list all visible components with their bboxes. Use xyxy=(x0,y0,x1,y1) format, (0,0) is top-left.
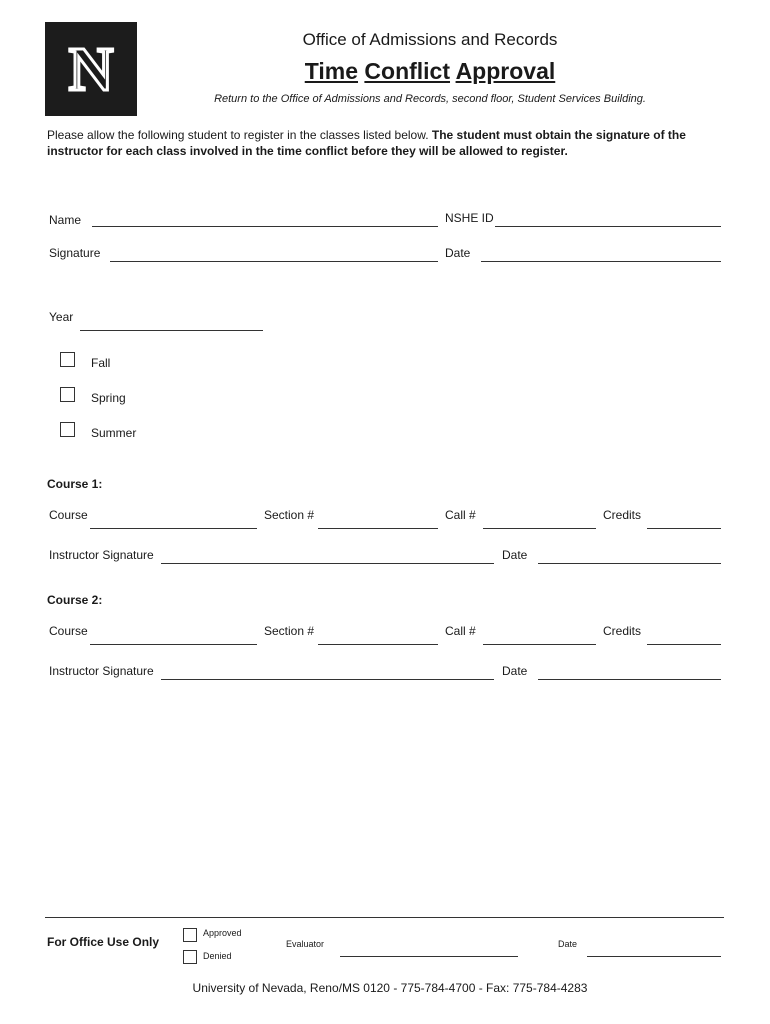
course-2-instructor-signature-field[interactable] xyxy=(161,679,494,680)
course-2-section-label: Section # xyxy=(264,624,315,638)
summer-checkbox[interactable] xyxy=(60,422,75,437)
course-1-section-field[interactable] xyxy=(318,528,438,529)
course-2-course-field[interactable] xyxy=(90,644,257,645)
course-2-instructor-label: Instructor Signature xyxy=(49,664,154,678)
course-2-date-field[interactable] xyxy=(538,679,721,680)
course-1-credits-label: Credits xyxy=(603,508,642,522)
signature-label: Signature xyxy=(49,246,101,260)
course-1-course-label: Course xyxy=(49,508,88,522)
course-2-section-field[interactable] xyxy=(318,644,438,645)
year-field[interactable] xyxy=(80,330,263,331)
office-use-label: For Office Use Only xyxy=(47,935,160,949)
university-logo xyxy=(45,22,137,116)
nshe-id-label: NSHE ID xyxy=(445,211,494,225)
course-1-section-label: Section # xyxy=(264,508,315,522)
evaluator-label: Evaluator xyxy=(286,939,325,949)
course-1-instructor-label: Instructor Signature xyxy=(49,548,154,562)
course-2-credits-field[interactable] xyxy=(647,644,721,645)
evaluator-field[interactable] xyxy=(340,956,518,957)
name-field[interactable] xyxy=(92,226,438,227)
return-note: Return to the Office of Admissions and Records, second floor, Student Services Building. xyxy=(214,93,646,105)
denied-checkbox[interactable] xyxy=(183,950,197,964)
course-1-call-field[interactable] xyxy=(483,528,596,529)
course-2-credits-label: Credits xyxy=(603,624,642,638)
page-title xyxy=(230,58,630,85)
spring-checkbox[interactable] xyxy=(60,387,75,402)
office-use-divider xyxy=(45,917,724,918)
approved-checkbox[interactable] xyxy=(183,928,197,942)
n-logo-icon xyxy=(56,40,126,98)
footer-address: University of Nevada, Reno/MS 0120 - 775-784-4700 - Fax: 775-784-4283 xyxy=(192,981,588,995)
course-1-credits-field[interactable] xyxy=(647,528,721,529)
intro-paragraph xyxy=(47,127,727,159)
course-2-date-label: Date xyxy=(502,664,528,678)
course-1-instructor-signature-field[interactable] xyxy=(161,563,494,564)
approved-label: Approved xyxy=(203,928,242,938)
date-field[interactable] xyxy=(481,261,721,262)
course-1-call-label: Call # xyxy=(445,508,476,522)
course-2-call-label: Call # xyxy=(445,624,476,638)
office-name: Office of Admissions and Records xyxy=(302,30,558,49)
course-2-heading: Course 2: xyxy=(47,593,103,607)
year-label: Year xyxy=(49,310,74,324)
course-1-date-field[interactable] xyxy=(538,563,721,564)
intro-plain: Please allow the following student to register in the classes listed below. xyxy=(47,128,429,142)
nshe-id-field[interactable] xyxy=(495,226,721,227)
fall-checkbox[interactable] xyxy=(60,352,75,367)
signature-field[interactable] xyxy=(110,261,438,262)
office-date-label: Date xyxy=(558,939,578,949)
date-label: Date xyxy=(445,246,471,260)
spring-label: Spring xyxy=(91,391,126,405)
course-1-course-field[interactable] xyxy=(90,528,257,529)
name-label: Name xyxy=(49,213,82,227)
title-word-2: Conflict xyxy=(364,58,451,84)
title-word-3: Approval xyxy=(455,58,556,84)
fall-label: Fall xyxy=(91,356,111,370)
course-2-course-label: Course xyxy=(49,624,88,638)
logo-letter: N xyxy=(68,40,114,98)
course-1-date-label: Date xyxy=(502,548,528,562)
office-date-field[interactable] xyxy=(587,956,721,957)
denied-label: Denied xyxy=(203,951,232,961)
summer-label: Summer xyxy=(91,426,137,440)
title-word-1: Time xyxy=(304,58,359,84)
course-2-call-field[interactable] xyxy=(483,644,596,645)
intro-bold: The student must obtain the signature of the instructor for each class involved in the time conflict before they will be allowed to register. xyxy=(47,128,686,158)
course-1-heading: Course 1: xyxy=(47,477,103,491)
